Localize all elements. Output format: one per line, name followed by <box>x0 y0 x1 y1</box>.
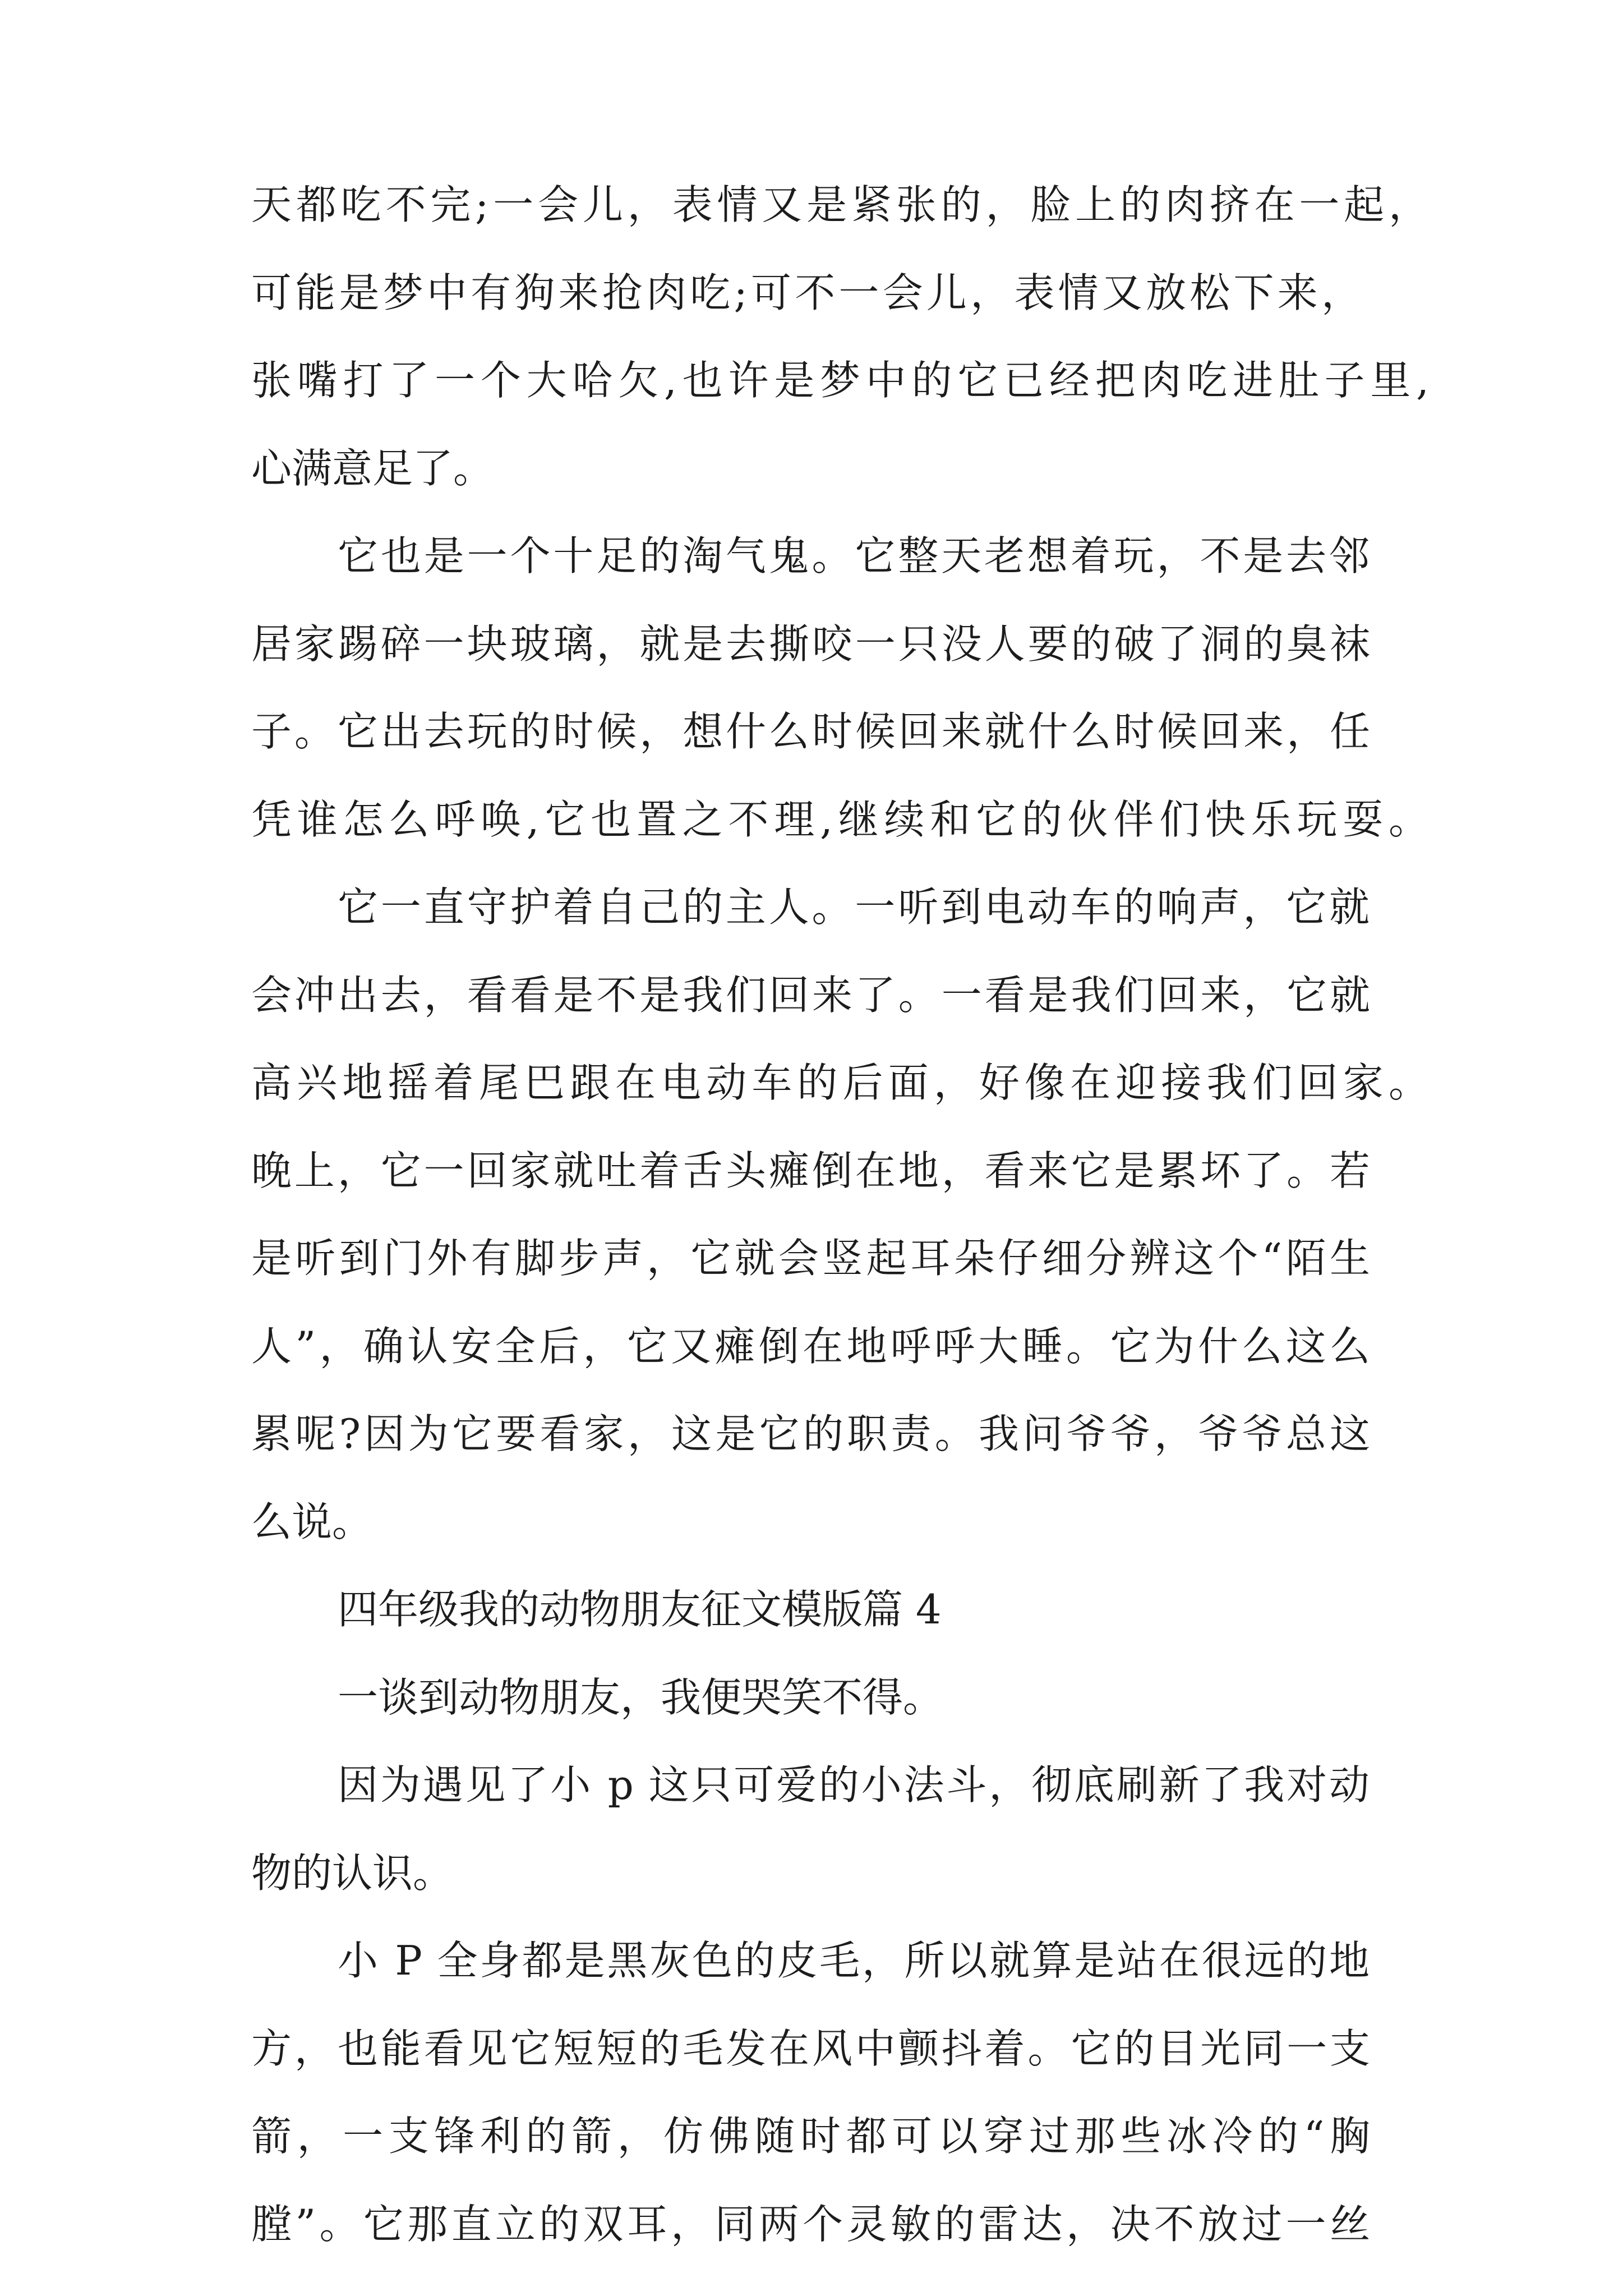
text-line: 物的认识。 <box>251 1849 454 1897</box>
text-line: 么说。 <box>251 1498 373 1545</box>
text-line: 膛”。它那直立的双耳，同两个灵敏的雷达，决不放过一丝 <box>251 2201 1370 2248</box>
text-line: 方，也能看见它短短的毛发在风中颤抖着。它的目光同一支 <box>251 2025 1370 2072</box>
text-line: 居家踢碎一块玻璃，就是去撕咬一只没人要的破了洞的臭袜 <box>251 620 1370 668</box>
text-line: 箭，一支锋利的箭，仿佛随时都可以穿过那些冰冷的“胸 <box>251 2113 1370 2160</box>
text-line: 是听到门外有脚步声，它就会竖起耳朵仔细分辨这个“陌生 <box>251 1235 1370 1282</box>
text-line: 它一直守护着自己的主人。一听到电动车的响声，它就 <box>338 884 1370 931</box>
text-line: 高兴地摇着尾巴跟在电动车的后面，好像在迎接我们回家。 <box>251 1059 1429 1106</box>
text-line: 会冲出去，看看是不是我们回来了。一看是我们回来，它就 <box>251 972 1370 1019</box>
text-line: 晚上，它一回家就吐着舌头瘫倒在地，看来它是累坏了。若 <box>251 1147 1370 1194</box>
text-line: 凭谁怎么呼唤,它也置之不理,继续和它的伙伴们快乐玩耍。 <box>251 796 1429 843</box>
text-line: 累呢?因为它要看家，这是它的职责。我问爷爷，爷爷总这 <box>251 1410 1370 1457</box>
text-line: 四年级我的动物朋友征文模版篇 4 <box>338 1586 942 1633</box>
text-line: 小 P 全身都是黑灰色的皮毛，所以就算是站在很远的地 <box>338 1937 1370 1984</box>
text-line: 天都吃不完;一会儿，表情又是紧张的，脸上的肉挤在一起， <box>251 181 1429 228</box>
text-line: 张嘴打了一个大哈欠,也许是梦中的它已经把肉吃进肚子里, <box>251 357 1429 404</box>
text-line: 可能是梦中有狗来抢肉吃;可不一会儿，表情又放松下来， <box>251 269 1362 316</box>
text-line: 一谈到动物朋友，我便哭笑不得。 <box>338 1674 944 1721</box>
text-line: 因为遇见了小 p 这只可爱的小法斗，彻底刷新了我对动 <box>338 1761 1370 1809</box>
text-line: 人”，确认安全后，它又瘫倒在地呼呼大睡。它为什么这么 <box>251 1323 1370 1370</box>
text-line: 它也是一个十足的淘气鬼。它整天老想着玩，不是去邻 <box>338 532 1370 579</box>
text-line: 心满意足了。 <box>251 445 494 492</box>
text-line: 子。它出去玩的时候，想什么时候回来就什么时候回来，任 <box>251 708 1370 755</box>
